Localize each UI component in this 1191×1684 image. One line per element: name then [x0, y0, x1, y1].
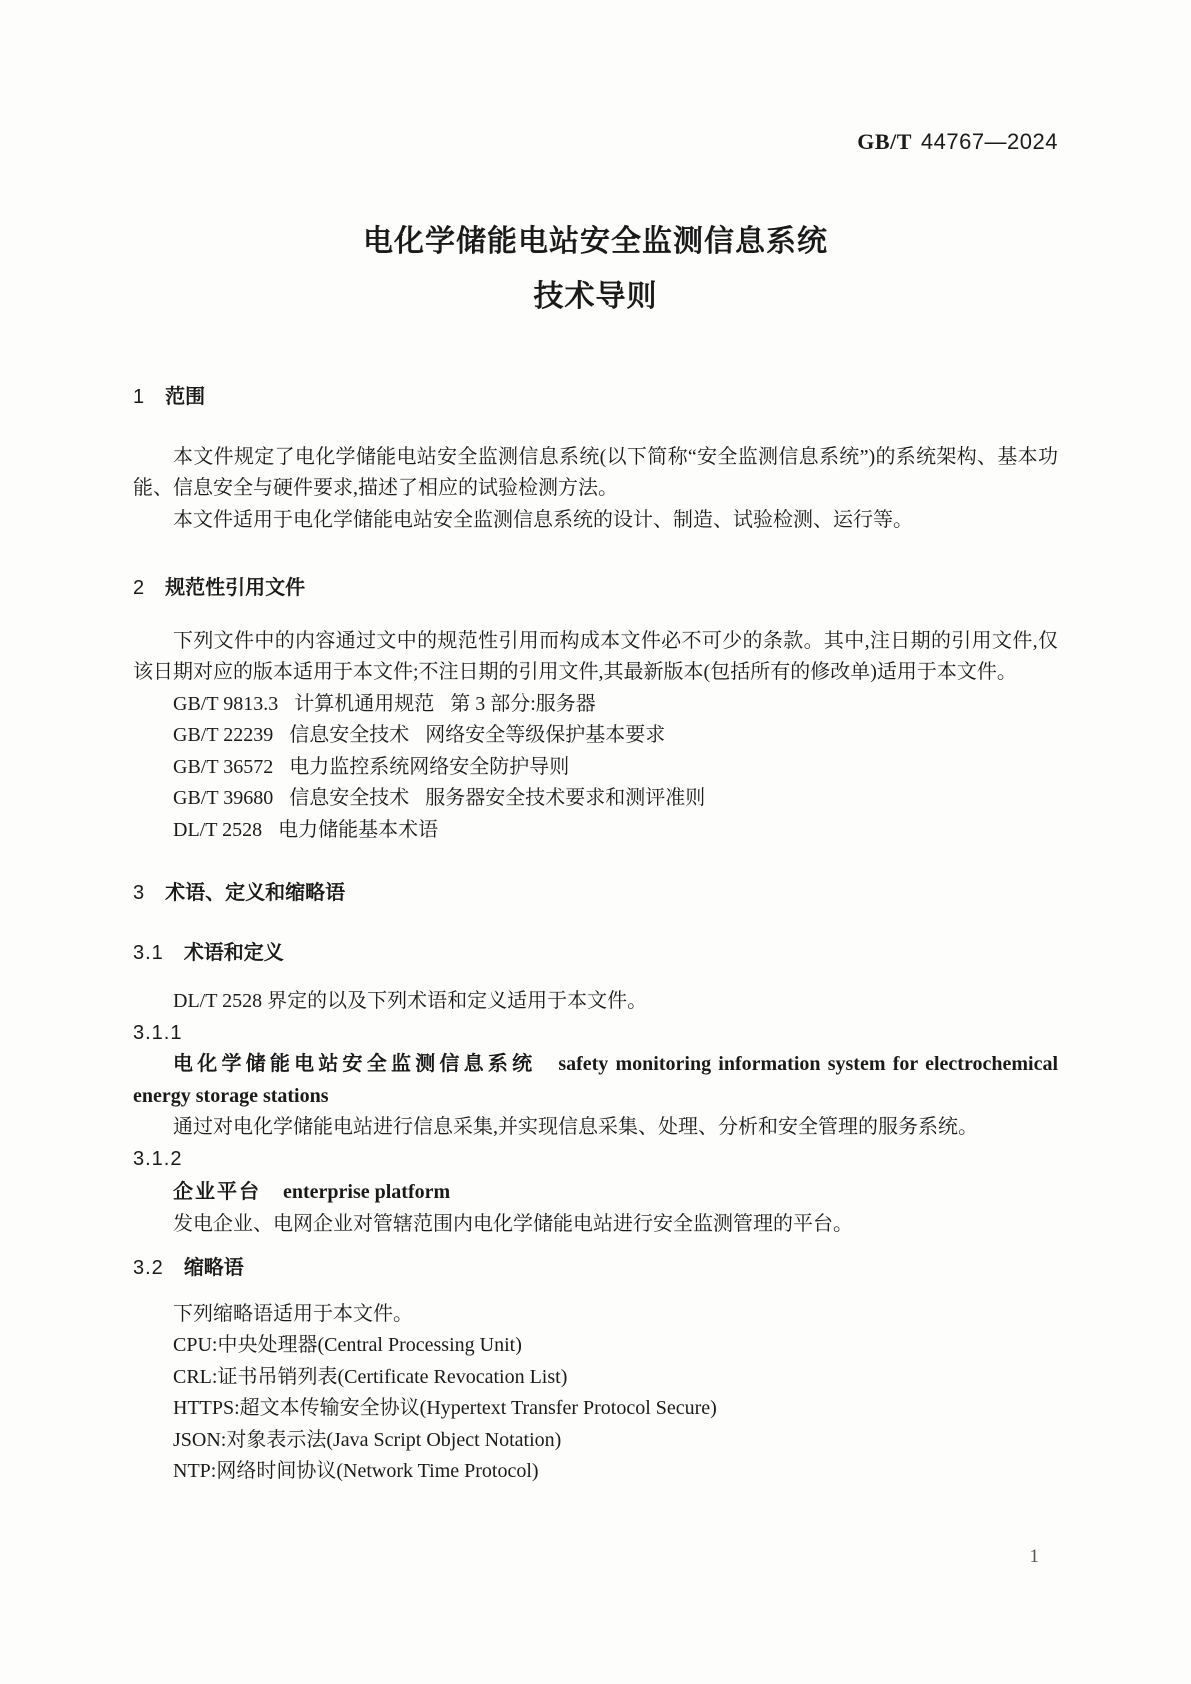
standard-number: 44767—2024 — [920, 129, 1058, 154]
abbreviation-item: CRL:证书吊销列表(Certificate Revocation List) — [173, 1365, 568, 1388]
reference-code: GB/T 36572 — [173, 755, 274, 778]
section-3-2-title: 缩略语 — [183, 1257, 244, 1279]
reference-item — [133, 689, 1058, 721]
section-1-title: 范围 — [165, 386, 206, 408]
reference-item — [133, 783, 1058, 815]
abbreviations-intro: 下列缩略语适用于本文件。 — [173, 1302, 413, 1325]
reference-item — [133, 815, 1058, 847]
standard-prefix: GB/T — [857, 129, 912, 154]
term-entry — [133, 1049, 1058, 1112]
scope-paragraph-2: 本文件适用于电化学储能电站安全监测信息系统的设计、制造、试验检测、运行等。 — [173, 508, 913, 531]
normative-references-intro: 下列文件中的内容通过文中的规范性引用而构成本文件必不可少的条款。其中,注日期的引用文件,仅该日期对应的版本适用于本文件;不注日期的引用文件,其最新版本(包括所有的修改单)适用于本文件。 — [133, 629, 1058, 683]
abbreviation-item: NTP:网络时间协议(Network Time Protocol) — [173, 1460, 539, 1482]
scope-paragraph-1: 本文件规定了电化学储能电站安全监测信息系统(以下简称“安全监测信息系统”)的系统架构、基本功能、信息安全与硬件要求,描述了相应的试验检测方法。 — [133, 445, 1058, 499]
section-1-number: 1 — [133, 386, 146, 408]
reference-subtitle: 网络安全等级保护基本要求 — [425, 724, 666, 746]
section-3-number: 3 — [133, 882, 146, 904]
term-definition: 通过对电化学储能电站进行信息采集,并实现信息采集、处理、分析和安全管理的服务系统。 — [173, 1116, 978, 1138]
reference-item — [133, 720, 1058, 752]
section-1-heading — [133, 382, 1058, 414]
reference-title: 计算机通用规范 — [294, 692, 435, 715]
section-3-2-heading — [133, 1253, 1058, 1285]
reference-code: DL/T 2528 — [173, 818, 263, 841]
section-2-heading — [133, 573, 1058, 605]
abbreviation-item: HTTPS:超文本传输安全协议(Hypertext Transfer Protocol Secure) — [173, 1397, 717, 1419]
abbreviation-item: JSON:对象表示法(Java Script Object Notation) — [173, 1428, 562, 1451]
term-clause-number: 3.1.2 — [133, 1147, 183, 1170]
section-3-title: 术语、定义和缩略语 — [165, 882, 346, 904]
term-english: enterprise platform — [283, 1181, 451, 1203]
reference-item — [133, 752, 1058, 784]
reference-subtitle: 第 3 部分:服务器 — [450, 692, 596, 715]
term-entry — [133, 1177, 1058, 1209]
reference-subtitle: 服务器安全技术要求和测评准则 — [425, 787, 706, 809]
section-3-heading — [133, 878, 1058, 910]
section-2-title: 规范性引用文件 — [165, 577, 306, 599]
term-chinese: 电化学储能电站安全监测信息系统 — [173, 1053, 537, 1075]
section-2-number: 2 — [133, 577, 146, 599]
terms-intro: DL/T 2528 界定的以及下列术语和定义适用于本文件。 — [173, 990, 648, 1012]
abbreviation-item: CPU:中央处理器(Central Processing Unit) — [173, 1334, 522, 1356]
reference-code: GB/T 39680 — [173, 787, 274, 809]
reference-title: 信息安全技术 — [289, 787, 410, 809]
term-definition: 发电企业、电网企业对管辖范围内电化学储能电站进行安全监测管理的平台。 — [173, 1212, 853, 1235]
reference-title: 信息安全技术 — [289, 724, 410, 746]
reference-code: GB/T 22239 — [173, 724, 274, 746]
document-title — [133, 214, 1058, 324]
reference-title: 电力监控系统网络安全防护导则 — [289, 755, 570, 778]
document-title-line-1: 电化学储能电站安全监测信息系统 — [363, 225, 828, 258]
term-clause-number: 3.1.1 — [133, 1021, 183, 1044]
section-3-1-heading — [133, 938, 1058, 970]
term-chinese: 企业平台 — [173, 1181, 261, 1203]
section-3-1-title: 术语和定义 — [183, 941, 284, 964]
document-title-line-2: 技术导则 — [533, 280, 658, 313]
document-header — [133, 130, 1058, 154]
term-english: safety monitoring information system for electrochemical energy storage stations — [133, 1053, 1058, 1107]
section-3-1-number: 3.1 — [133, 941, 164, 964]
page-number: 1 — [1029, 1546, 1039, 1567]
section-3-2-number: 3.2 — [133, 1257, 164, 1279]
reference-title: 电力储能基本术语 — [278, 818, 439, 841]
reference-code: GB/T 9813.3 — [173, 692, 279, 715]
